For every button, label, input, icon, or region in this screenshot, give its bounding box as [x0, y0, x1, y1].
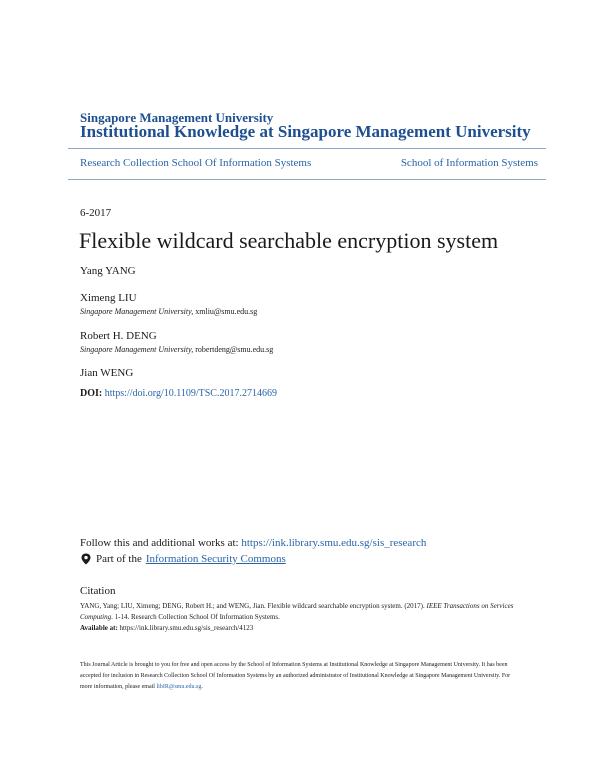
author-name: Robert H. DENG — [80, 330, 157, 342]
author-name: Jian WENG — [80, 367, 134, 379]
doi-link[interactable]: https://doi.org/10.1109/TSC.2017.2714669 — [104, 388, 277, 399]
footer-text: This Journal Article is brought to you for free and open access by the School of Information Systems at Institutional Knowledge at Singapore Management University. It has been accepted for inclusion in Research Collection School Of Information Systems by an authorized administrator of Institutional Knowledge at Singapore Management University. For more information, please email — [80, 662, 511, 690]
citation-body: YANG, Yang; LIU, Ximeng; DENG, Robert H.; and WENG, Jian. Flexible wildcard searchable encryption system. (2017). — [80, 602, 425, 610]
footer-notice — [80, 660, 520, 693]
author-email: xmliu@smu.edu.sg — [195, 307, 258, 316]
author-name: Yang YANG — [80, 265, 136, 277]
available-label: Available at: — [80, 624, 118, 632]
author-affiliation: Singapore Management University, robertdeng@smu.edu.sg — [80, 345, 274, 354]
school-link[interactable]: School of Information Systems — [400, 157, 538, 169]
author-email: robertdeng@smu.edu.sg — [195, 345, 274, 354]
follow-line — [80, 537, 426, 549]
author-affiliation: Singapore Management University, xmliu@smu.edu.sg — [80, 307, 258, 316]
footer-end: . — [201, 684, 203, 690]
affiliation-text: Singapore Management University — [80, 345, 192, 354]
doi-label: DOI: — [80, 388, 103, 399]
follow-text: Follow this and additional works at: — [80, 537, 239, 549]
citation-body-end: . 1-14. Research Collection School Of Information Systems. — [111, 613, 280, 621]
part-of-text: Part of the — [96, 553, 142, 565]
map-pin-icon — [80, 553, 92, 565]
citation-text — [80, 601, 520, 634]
footer-email-link[interactable]: libIR@smu.edu.sg — [156, 684, 202, 690]
university-name: Singapore Management University — [80, 110, 274, 125]
affiliation-text: Singapore Management University — [80, 307, 192, 316]
divider-top — [68, 148, 546, 149]
citation-heading: Citation — [80, 585, 116, 597]
available-url[interactable]: https://ink.library.smu.edu.sg/sis_research/4123 — [119, 624, 254, 632]
repository-name[interactable]: Institutional Knowledge at Singapore Management University — [80, 122, 531, 141]
commons-link[interactable]: Information Security Commons — [145, 553, 286, 565]
author-name: Ximeng LIU — [80, 292, 137, 304]
doi-line — [80, 388, 277, 399]
page-title: Flexible wildcard searchable encryption system — [79, 228, 499, 253]
follow-link[interactable]: https://ink.library.smu.edu.sg/sis_research — [241, 537, 427, 549]
collection-link[interactable]: Research Collection School Of Information Systems — [80, 157, 312, 169]
citation-journal: IEEE Transactions on Services Computing — [80, 602, 514, 621]
publication-date: 6-2017 — [80, 207, 112, 219]
divider-bottom — [68, 179, 546, 180]
part-of-line — [80, 553, 286, 565]
